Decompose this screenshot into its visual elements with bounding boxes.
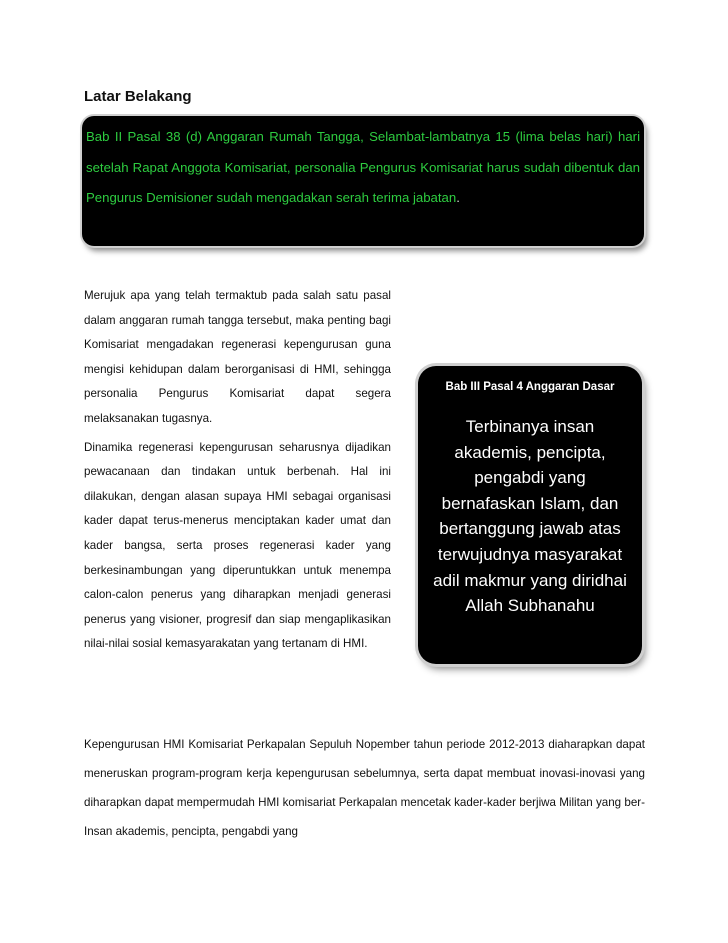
quote-end: . (456, 190, 460, 205)
bottom-paragraph (84, 730, 645, 846)
quote-box-green (82, 116, 644, 246)
section-heading: Latar Belakang (84, 88, 192, 105)
callout-text: Terbinanya insan akademis, pencipta, pengabdi yang bernafaskan Islam, dan bertanggung jawab atas terwujudnya masyarakat adil makmur yang diridhai Allah Subhanahu (433, 417, 627, 616)
sidebar-callout (418, 366, 642, 664)
quote-text: Bab II Pasal 38 (d) Anggaran Rumah Tangga, Selambat-lambatnya 15 (lima belas hari) hari setelah Rapat Anggota Komisariat, personalia Pengurus Komisariat harus sudah dibentuk dan Pengurus Demisioner sudah mengadakan serah terima jabatan (86, 129, 640, 205)
callout-title: Bab III Pasal 4 Anggaran Dasar (445, 381, 615, 393)
paragraph-1: Merujuk apa yang telah termaktub pada salah satu pasal dalam anggaran rumah tangga tersebut, maka penting bagi Komisariat mengadakan regenerasi kepengurusan guna mengisi kehidupan dalam berorganisasi di HMI, sehingga personalia Pengurus Komisariat dapat segera melaksanakan tugasnya. (84, 289, 391, 425)
paragraph-2: Dinamika regenerasi kepengurusan seharusnya dijadikan pewacanaan dan tindakan untuk berbenah. Hal ini dilakukan, dengan alasan supaya HMI sebagai organisasi kader dapat terus-menerus menciptakan kader umat dan kader bangsa, serta proses regenerasi kader yang berkesinambungan yang diperuntukkan untuk menempa calon-calon penerus yang diharapkan menjadi generasi penerus yang visioner, progresif dan siap mengaplikasikan nilai-nilai sosial kemasyarakatan yang tertanam di HMI. (84, 440, 391, 651)
paragraph-3: Kepengurusan HMI Komisariat Perkapalan Sepuluh Nopember tahun periode 2012-2013 diaharapkan dapat meneruskan program-program kerja kepengurusan sebelumnya, serta dapat membuat inovasi-inovasi yang diharapkan dapat mempermudah HMI komisariat Perkapalan mencetak kader-kader berjiwa Militan yang ber-Insan akademis, pencipta, pengabdi yang (84, 738, 645, 838)
left-column (84, 284, 391, 661)
